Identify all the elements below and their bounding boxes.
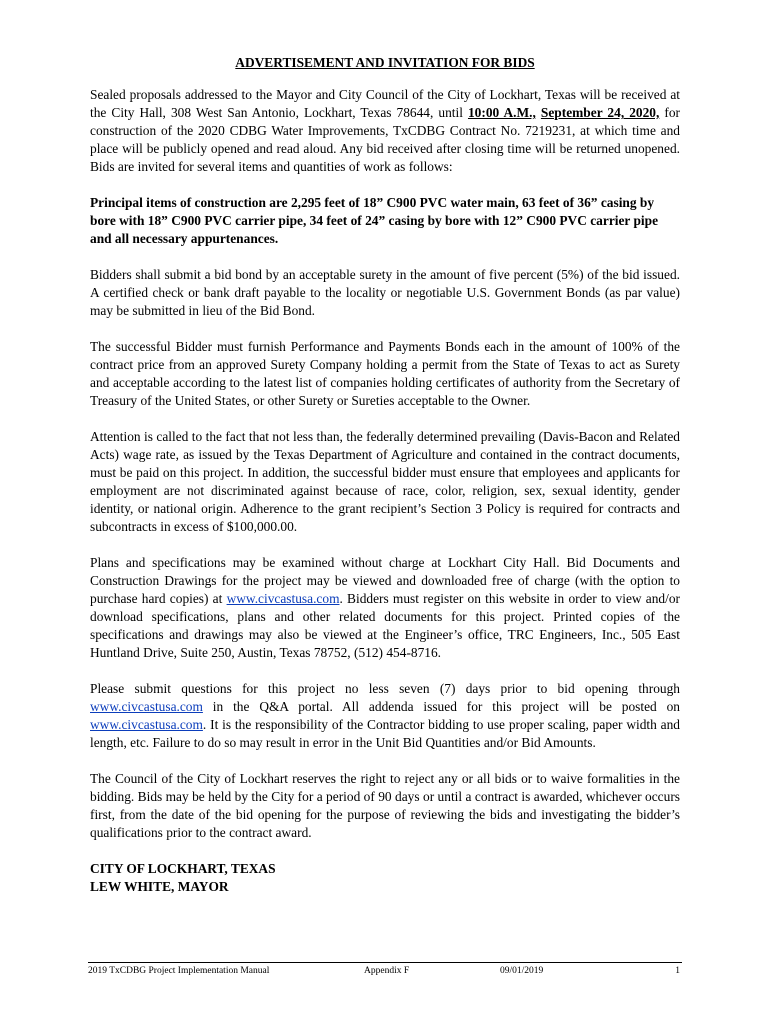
document-page (90, 54, 680, 896)
paragraph-questions (90, 680, 680, 752)
paragraph-sealed-proposals (90, 86, 680, 176)
civcast-link-addenda[interactable]: www.civcastusa.com (90, 717, 203, 732)
paragraph-council-rights: The Council of the City of Lockhart reserves the right to reject any or all bids or to waive formalities in the bidding. Bids may be held by the City for a period of 90 days or until a contract is awarded, whichever occurs first, from the date of the bid opening for the purpose of reviewing the bids and investigating the bidder’s qualifications prior to the contract award. (90, 771, 680, 840)
p1-text-b: for construction of the 2020 CDBG Water Improvements, TxCDBG Contract No. 7219231, at which time and place will be publicly opened and read aloud. Any bid received after closing time will be returned unopened. Bids are invited for several items and quantities of work as follows: (90, 105, 680, 174)
paragraph-bid-bond: Bidders shall submit a bid bond by an acceptable surety in the amount of five percent (5%) of the bid issued. A certified check or bank draft payable to the locality or negotiable U.S. Government Bonds (as par value) may be submitted in lieu of the Bid Bond. (90, 267, 680, 318)
footer-date: 09/01/2019 (500, 966, 544, 976)
page-footer (88, 965, 682, 979)
signature-mayor: LEW WHITE, MAYOR (90, 879, 229, 894)
p7-text-c: . It is the responsibility of the Contractor bidding to use proper scaling, paper width and length, etc. Failure to do so may result in error in the Unit Bid Quantities and/or Bid Amounts. (90, 717, 680, 750)
paragraph-plans-specifications (90, 554, 680, 662)
deadline-time: 10:00 A.M., (467, 105, 536, 120)
paragraph-principal-items: Principal items of construction are 2,295 feet of 18” C900 PVC water main, 63 feet of 36” casing by bore with 18” C900 PVC carrier pipe, 34 feet of 24” casing by bore with 12” C900 PVC carrier pipe and all necessary appurtenances. (90, 195, 659, 246)
p7-text-b: in the Q&A portal. All addenda issued for this project will be posted on (202, 699, 680, 714)
p6-text-b: . Bidders must register on this website in order to view and/or download specifications, plans and other related documents for this project. Printed copies of the specifications and drawings may also be viewed at the Engineer’s office, TRC Engineers, Inc., 505 East Huntland Drive, Suite 250, Austin, Texas 78752, (512) 454-8716. (90, 591, 680, 660)
footer-manual: 2019 TxCDBG Project Implementation Manual (88, 966, 270, 976)
p7-text-a: Please submit questions for this project no less seven (7) days prior to bid opening through (90, 681, 680, 696)
paragraph-wage-rate: Attention is called to the fact that not less than, the federally determined prevailing (Davis-Bacon and Related Acts) wage rate, as issued by the Texas Department of Agriculture and contained in the contract documents, must be paid on this project. In addition, the successful bidder must ensure that employees and applicants for employment are not discriminated against because of race, color, religion, sex, sexual identity, gender identity, or national origin. Adherence to the grant recipient’s Section 3 Policy is required for contracts and subcontracts in excess of $100,000.00. (90, 429, 680, 534)
p6-text-a: Plans and specifications may be examined without charge at Lockhart City Hall. Bid Documents and Construction Drawings for the project may be viewed and downloaded free of charge (with the option to purchase hard copies) at (90, 555, 680, 606)
paragraph-performance-bonds: The successful Bidder must furnish Performance and Payments Bonds each in the amount of 100% of the contract price from an approved Surety Company holding a permit from the State of Texas to act as Surety and acceptable according to the latest list of companies holding certificates of authority from the Secretary of Treasury of the United States, or other Surety or Sureties acceptable to the Owner. (90, 339, 680, 408)
signature-city: CITY OF LOCKHART, TEXAS (90, 861, 276, 876)
footer-appendix: Appendix F (364, 966, 410, 976)
document-title: ADVERTISEMENT AND INVITATION FOR BIDS (235, 55, 535, 70)
footer-page-number: 1 (675, 966, 680, 976)
footer-divider (88, 962, 682, 963)
deadline-date: September 24, 2020, (540, 105, 660, 120)
p1-text-a: Sealed proposals addressed to the Mayor and City Council of the City of Lockhart, Texas will be received at the City Hall, 308 West San Antonio, Lockhart, Texas 78644, until (90, 87, 680, 120)
civcast-link-qa[interactable]: www.civcastusa.com (90, 699, 203, 714)
civcast-link[interactable]: www.civcastusa.com (226, 591, 340, 606)
